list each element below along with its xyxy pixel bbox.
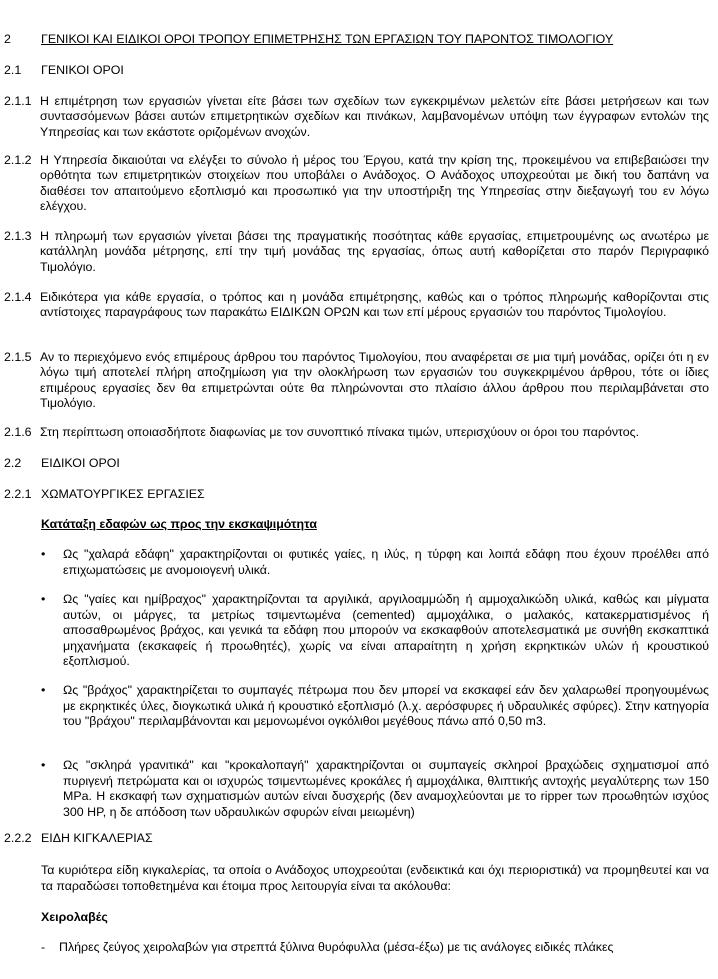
paragraph-text: Η Υπηρεσία δικαιούται να ελέγξει το σύνολο ή μέρος του Έργου, κατά την κρίση της, προκειμένου να επιβεβαιώσει την ορθότητα των επιμετρητικών στοιχείων που υποβάλει ο Ανάδοχος. Ο Ανάδοχος υποχρεούται με δική του δαπάνη να διαθέσει τον απαιτούμενο εξοπλισμό και προσωπικό για την υποστήριξη της Υπηρεσίας στην διεξαγωγή του εν λόγω ελέγχου. — [40, 153, 709, 214]
paragraph-text: Αν το περιεχόμενο ενός επιμέρους άρθρου του παρόντος Τιμολογίου, που αναφέρεται σε μια τιμή μονάδας, ορίζει ότι η εν λόγω τιμή αποτελεί πλήρη αποζημίωση για την ολοκλήρωση των εργασιών του συγκεκριμένου άρθρου, τότε οι ίδιες επιμέρους εργασίες δεν θα επιμετρώνται ούτε θα πληρώνονται στο πλαίσιο άλλου άρθρου που περιλαμβάνεται στο Τιμολόγιο. — [40, 350, 709, 411]
paragraph-number: 2.1.2 — [4, 153, 32, 167]
paragraph-number: 2.1.5 — [4, 350, 32, 364]
paragraph-2-1-3 — [4, 229, 709, 275]
classification-subtitle: Κατάταξη εδαφών ως προς την εκσκαψιμότητα — [41, 517, 317, 531]
section-number: 2 — [4, 32, 11, 46]
paragraph-text: Η επιμέτρηση των εργασιών γίνεται είτε βάσει των σχεδίων των εγκεκριμένων μελετών είτε βάσει μετρήσεων και των συντασσόμενων βάσει αυτών επιμετρητικών σχεδίων και πινάκων, λαμβανομένων υπόψη των έγγραφων εντολών της Υπηρεσίας και των εκάστοτε οριζομένων ανοχών. — [40, 94, 709, 139]
paragraph-text: Η πληρωμή των εργασιών γίνεται βάσει της πραγματικής ποσότητας κάθε εργασίας, επιμετρουμένης ως ανωτέρω με κατάλληλη μονάδα μέτρησης, επί την τιμή μονάδας της εργασίας, όπως αυτή καθορίζεται στο παρόν Περιγραφικό Τιμολόγιο. — [40, 229, 709, 274]
section-title: ΓΕΝΙΚΟΙ ΟΡΟΙ — [41, 63, 124, 77]
dash-marker: - — [41, 940, 46, 954]
list-item-text: Πλήρες ζεύγος χειρολαβών για στρεπτά ξύλινα θυρόφυλλα (μέσα-έξω) με τις ανάλογες ειδικές πλάκες — [59, 940, 614, 954]
bullet-marker: • — [41, 683, 46, 697]
hardware-intro-paragraph: Τα κυριότερα είδη κιγκαλερίας, τα οποία ο Ανάδοχος υποχρεούται (ενδεικτικά και όχι περιοριστικά) να προμηθευτεί και να τα παραδώσει τοποθετημένα και έτοιμα προς λειτουργία είναι τα ακόλουθα: — [41, 863, 709, 893]
list-item — [41, 592, 709, 670]
list-item — [41, 683, 709, 730]
paragraph-2-1-4 — [4, 290, 709, 321]
list-item-text: Ως "σκληρά γρανιτικά" και "κροκαλοπαγή" χαρακτηρίζονται οι συμπαγείς σκληροί βραχώδεις σχηματισμοί από πυριγενή πετρώματα και οι ισχυρώς τσιμεντωμένες κροκάλες ή αμμοχάλικα, θλιπτικής αντοχής μεγαλύτερης των 150 MPa. Η εκσκαφή των σχηματισμών αυτών είναι δυσχερής (δεν αναμοχλεύονται με το ripper των προωθητών ισχύος 300 HP, η δε απόδοση των υδραυλικών σφυρών είναι μειωμένη) — [63, 758, 709, 819]
list-item — [41, 547, 709, 578]
paragraph-2-1-5 — [4, 350, 709, 412]
section-title: ΓΕΝΙΚΟΙ ΚΑΙ ΕΙΔΙΚΟΙ ΟΡΟΙ ΤΡΟΠΟΥ ΕΠΙΜΕΤΡΗΣΗΣ ΤΩΝ ΕΡΓΑΣΙΩΝ ΤΟΥ ΠΑΡΟΝΤΟΣ ΤΙΜΟΛΟΓΙΟΥ — [41, 32, 614, 46]
section-number: 2.2.2 — [4, 831, 32, 845]
paragraph-2-1-6 — [4, 425, 709, 440]
list-item — [41, 758, 709, 820]
list-item-text: Ως "χαλαρά εδάφη" χαρακτηρίζονται οι φυτικές γαίες, η ιλύς, η τύρφη και λοιπά εδάφη που έχουν προέλθει από επιχωματώσεις με ανομοιογενή υλικά. — [63, 547, 709, 577]
paragraph-text: Στη περίπτωση οποιασδήποτε διαφωνίας με τον συνοπτικό πίνακα τιμών, υπερισχύουν οι όροι του παρόντος. — [40, 425, 640, 439]
section-title: ΕΙΔΗ ΚΙΓΚΑΛΕΡΙΑΣ — [41, 831, 153, 845]
paragraph-number: 2.1.3 — [4, 229, 32, 243]
section-number: 2.1 — [4, 63, 22, 77]
section-number: 2.2 — [4, 456, 22, 470]
bullet-marker: • — [41, 592, 46, 606]
paragraph-number: 2.1.6 — [4, 425, 32, 439]
paragraph-number: 2.1.1 — [4, 94, 32, 108]
section-title: ΕΙΔΙΚΟΙ ΟΡΟΙ — [41, 456, 120, 470]
section-title: ΧΩΜΑΤΟΥΡΓΙΚΕΣ ΕΡΓΑΣΙΕΣ — [41, 487, 205, 501]
list-item-text: Ως "βράχος" χαρακτηρίζεται το συμπαγές πέτρωμα που δεν μπορεί να εκσκαφεί εάν δεν χαλαρωθεί προηγουμένως με εκρηκτικές ύλες, διογκωτικά υλικά ή κρουστικό εξοπλισμό (λ.χ. αερόσφυρες ή υδραυλικές σφύρες). Στην κατηγορία του "βράχου" περιλαμβάνονται και μεμονωμένοι ογκόλιθοι μεγέθους πάνω από 0,50 m3. — [63, 683, 709, 729]
paragraph-number: 2.1.4 — [4, 290, 32, 304]
list-item-text: Ως "γαίες και ημίβραχος" χαρακτηρίζονται τα αργιλικά, αργιλοαμμώδη ή αμμοχαλικώδη υλικά, καθώς και μίγματα αυτών, οι μάργες, τα μετρίως τσιμεντωμένα (cemented) αμμοχάλικα, ο μαλακός, κατακερματισμένος ή αποσαθρωμένος βράχος, και γενικά τα εδάφη που μπορούν να εκσκαφθούν αποτελεσματικά με συνήθη εκσκαπτικά μηχανήματα (εκσκαφείς ή προωθητές), χωρίς να είναι απαραίτητη η χρήση εκρηκτικών υλών ή κρουστικού εξοπλισμού. — [63, 592, 709, 669]
bullet-marker: • — [41, 758, 46, 772]
list-item — [41, 940, 709, 956]
section-number: 2.2.1 — [4, 487, 32, 501]
paragraph-2-1-1 — [4, 94, 709, 140]
handles-title: Χειρολαβές — [41, 910, 108, 924]
bullet-marker: • — [41, 547, 46, 561]
paragraph-text: Ειδικότερα για κάθε εργασία, ο τρόπος και η μονάδα επιμέτρησης, καθώς και ο τρόπος πληρωμής καθορίζονται στις αντίστοιχες παραγράφους των παρακάτω ΕΙΔΙΚΩΝ ΟΡΩΝ και των επί μέρους εργασιών του παρόντος Τιμολογίου. — [40, 290, 709, 320]
paragraph-2-1-2 — [4, 153, 709, 215]
